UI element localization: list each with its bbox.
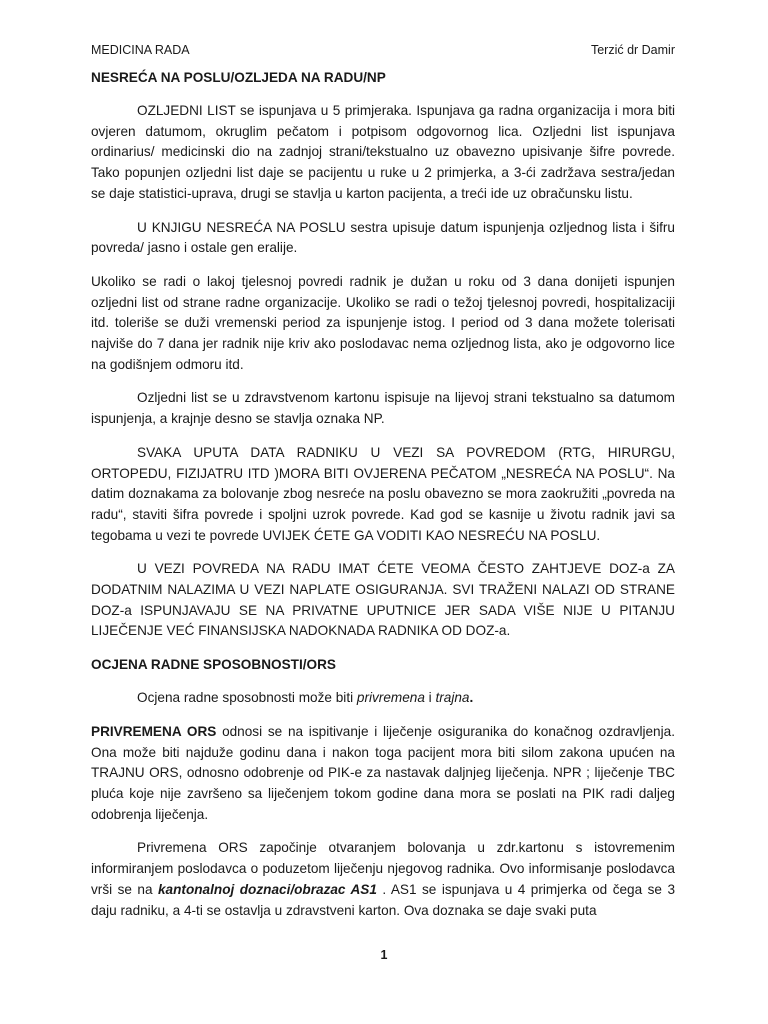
ocjena-privremena: privremena bbox=[356, 690, 425, 706]
ocjena-and: i bbox=[424, 690, 436, 706]
paragraph-doz: U VEZI POVREDA NA RADU IMAT ĆETE VEOMA ČESTO ZAHTJEVE DOZ-a ZA DODATNIM NALAZIMA U VEZI NAPLATE OSIGURANJA. SVI TRAŽENI NALAZI OD STRANE DOZ-a ISPUNJAVAJU SE NA PRIVATNE UPUTNICE JER SADA VIŠE NIJE U PITANJU LIJEČENJE VEĆ FINANSIJSKA NADOKNADA RADNIKA OD DOZ-a. bbox=[91, 561, 675, 639]
as1-end: . AS1 se ispunjava u 4 primjerka od čega se 3 daju radniku, a 4-ti se ostavlja u zdravstveni karton. Ova doznaka se daje svaki puta bbox=[91, 881, 676, 918]
privremena-ors-lead: PRIVREMENA ORS bbox=[91, 723, 217, 739]
ocjena-prefix: Ocjena radne sposobnosti može biti bbox=[137, 690, 357, 706]
paragraph-ocjena bbox=[91, 688, 675, 709]
ocjena-end: . bbox=[469, 690, 474, 706]
section-title-nesreca: NESREĆA NA POSLU/OZLJEDA NA RADU/NP bbox=[91, 70, 386, 85]
paragraph-privremena-ors bbox=[91, 722, 675, 826]
page-header bbox=[91, 43, 675, 57]
paragraph-zdravstveni-karton: Ozljedni list se u zdravstvenom kartonu ispisuje na lijevoj strani tekstualno sa datumom ispunjenja, a krajnje desno se stavlja oznaka NP. bbox=[91, 390, 675, 427]
page-content bbox=[91, 68, 675, 934]
paragraph-knjiga-nesreca: U KNJIGU NESREĆA NA POSLU sestra upisuje datum ispunjenja ozljednog lista i šifru povreda/ jasno i ostale gen eralije. bbox=[91, 219, 675, 256]
privremena-ors-rest: odnosi se na ispitivanje i liječenje osiguranika do konačnog ozdravljenja. Ona može biti najduže godinu dana i nakon toga pacijent mora biti silom zakona upućen na TRAJNU ORS, odnosno odobrenje od PIK-e za nastavak daljnjeg liječenja. NPR ; liječenje TBC pluća koje nije završeno sa liječenjem tokom godine dana mora se poslati na PIK radi daljeg odobrenja liječenja. bbox=[91, 723, 675, 822]
paragraph-ozljedni-list: OZLJEDNI LIST se ispunjava u 5 primjeraka. Ispunjava ga radna organizacija i mora biti ovjeren datumom, okruglim pečatom i potpisom odgovornog lica. Ozljedni list ispunjava ordinarius/ medicinski dio na zadnjoj strani/tekstualno uz obavezno upisivanje šifre povrede. Tako popunjen ozljedni list daje se pacijentu u ruke u 2 primjerka, a 3-ći zadržava sestra/jedan se daje statistici-uprava, drugi se stavlja u karton pacijenta, a treći ide uz obračunsku listu. bbox=[91, 103, 675, 201]
paragraph-as1 bbox=[91, 838, 675, 921]
ocjena-trajna: trajna bbox=[435, 690, 470, 706]
header-right: Terzić dr Damir bbox=[590, 43, 675, 57]
header-left: MEDICINA RADA bbox=[91, 43, 190, 57]
paragraph-uputa: SVAKA UPUTA DATA RADNIKU U VEZI SA POVREDOM (RTG, HIRURGU, ORTOPEDU, FIZIJATRU ITD )MORA BITI OVJERENA PEČATOM „NESREĆA NA POSLU“. Na datim doznakama za bolovanje zbog nesreće na poslu obavezno se mora zaokružiti „povreda na radu“, staviti šifra povrede i spoljni uzrok povrede. Kad god se kasnije u životu radnik javi sa tegobama u vezi te povrede UVIJEK ĆETE GA VODITI KAO NESREĆU NA POSLU. bbox=[91, 444, 675, 543]
section-title-ors: OCJENA RADNE SPOSOBNOSTI/ORS bbox=[91, 657, 336, 673]
paragraph-laka-povreda: Ukoliko se radi o lakoj tjelesnoj povredi radnik je dužan u roku od 3 dana donijeti ispunjen ozljedni list od strane radne organizacije. Ukoliko se radi o težoj tjelesnoj povredi, hospitalizaciji itd. toleriše se duži vremenski period za ispunjenje istog. I period od 3 dana možete tolerisati najviše do 7 dana jer radnik nije kriv ako poslodavac nema ozljednog lista, ako je odgovorno lice na godišnjem odmoru itd. bbox=[91, 273, 675, 372]
page-number: 1 bbox=[380, 948, 388, 962]
as1-start: Privremena ORS započinje otvaranjem bolovanja u zdr.kartonu s istovremenim informiranjem poslodavca o poduzetom liječenju njegovog radnika. Ovo informisanje poslodavca vrši se na bbox=[91, 840, 675, 897]
as1-emphasis: kantonalnoj doznaci/obrazac AS1 bbox=[158, 881, 377, 897]
